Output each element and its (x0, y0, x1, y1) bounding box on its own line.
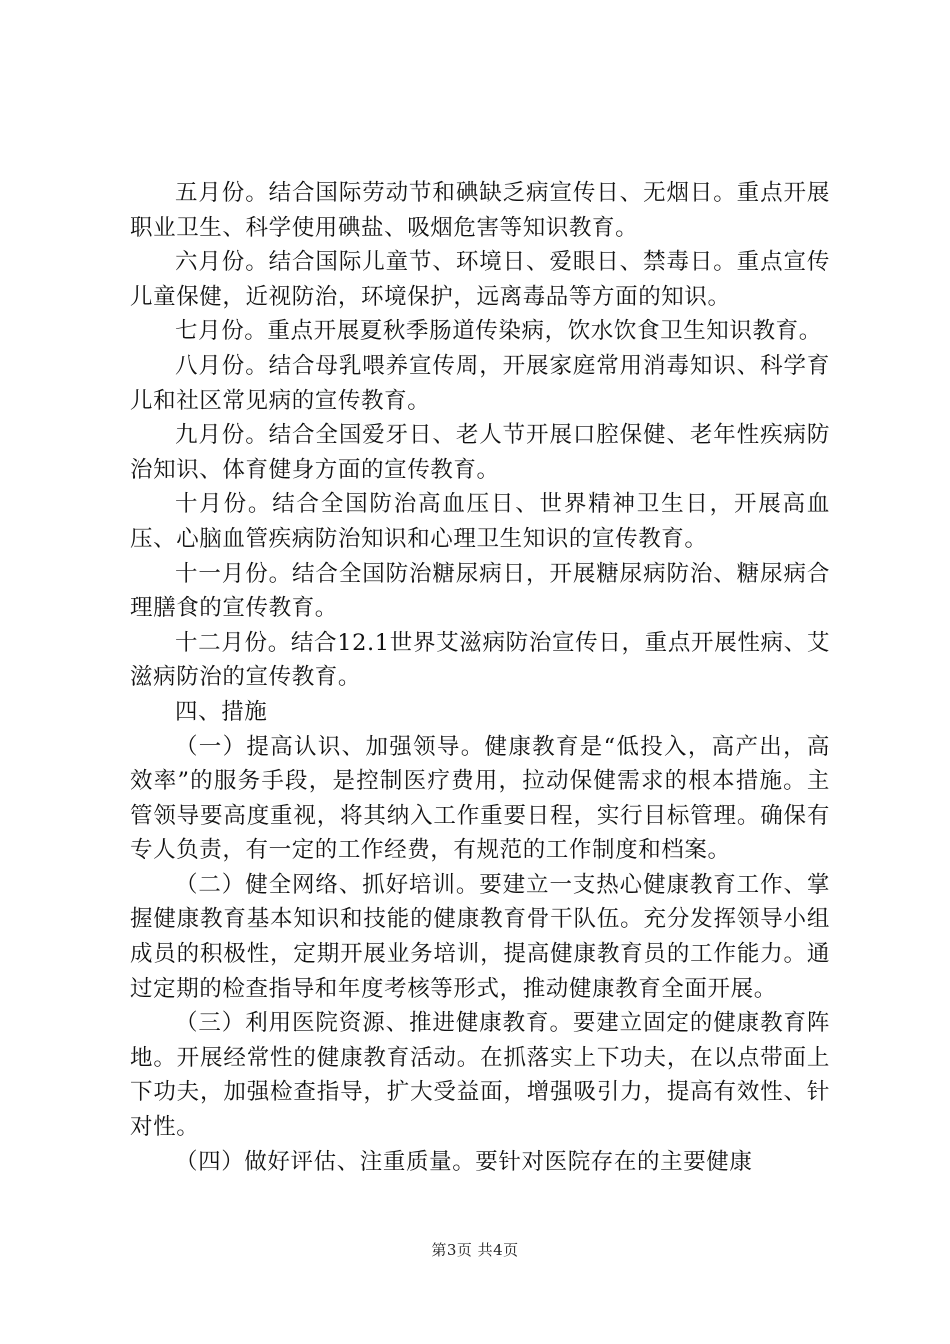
paragraph-may: 五月份。结合国际劳动节和碘缺乏病宣传日、无烟日。重点开展职业卫生、科学使用碘盐、吸烟危害等知识教育。 (130, 180, 830, 241)
paragraph-december: 十二月份。结合12.1世界艾滋病防治宣传日，重点开展性病、艾滋病防治的宣传教育。 (130, 629, 830, 691)
paragraph-june: 六月份。结合国际儿童节、环境日、爱眼日、禁毒日。重点宣传儿童保健，近视防治，环境保护，远离毒品等方面的知识。 (130, 249, 830, 310)
paragraph-november: 十一月份。结合全国防治糖尿病日，开展糖尿病防治、糖尿病合理膳食的宣传教育。 (130, 560, 830, 622)
paragraph-measure-3: （三）利用医院资源、推进健康教育。要建立固定的健康教育阵地。开展经常性的健康教育活动。在抓落实上下功夫，在以点带面上下功夫，加强检查指导，扩大受益面，增强吸引力，提高有效性、针对性。 (130, 1010, 830, 1141)
paragraph-october: 十月份。结合全国防治高血压日、世界精神卫生日，开展高血压、心脑血管疾病防治知识和心理卫生知识的宣传教育。 (130, 491, 830, 552)
document-body (130, 176, 830, 1179)
page-number-footer: 第3页 共4页 (431, 1241, 519, 1259)
paragraph-measure-2: （二）健全网络、抓好培训。要建立一支热心健康教育工作、掌握健康教育基本知识和技能的健康教育骨干队伍。充分发挥领导小组成员的积极性，定期开展业务培训，提高健康教育员的工作能力。通过定期的检查指导和年度考核等形式，推动健康教育全面开展。 (130, 871, 830, 1002)
paragraph-september: 九月份。结合全国爱牙日、老人节开展口腔保健、老年性疾病防治知识、体育健身方面的宣传教育。 (130, 422, 830, 483)
paragraph-july: 七月份。重点开展夏秋季肠道传染病，饮水饮食卫生知识教育。 (175, 318, 822, 345)
paragraph-measure-1: （一）提高认识、加强领导。健康教育是“低投入，高产出，高效率”的服务手段，是控制医疗费用，拉动保健需求的根本措施。主管领导要高度重视，将其纳入工作重要日程，实行目标管理。确保有专人负责，有一定的工作经费，有规范的工作制度和档案。 (130, 733, 830, 864)
paragraph-august: 八月份。结合母乳喂养宣传周，开展家庭常用消毒知识、科学育儿和社区常见病的宣传教育。 (130, 352, 830, 414)
paragraph-measure-4: （四）做好评估、注重质量。要针对医院存在的主要健康 (175, 1148, 753, 1175)
section-heading-measures: 四、措施 (175, 698, 268, 725)
